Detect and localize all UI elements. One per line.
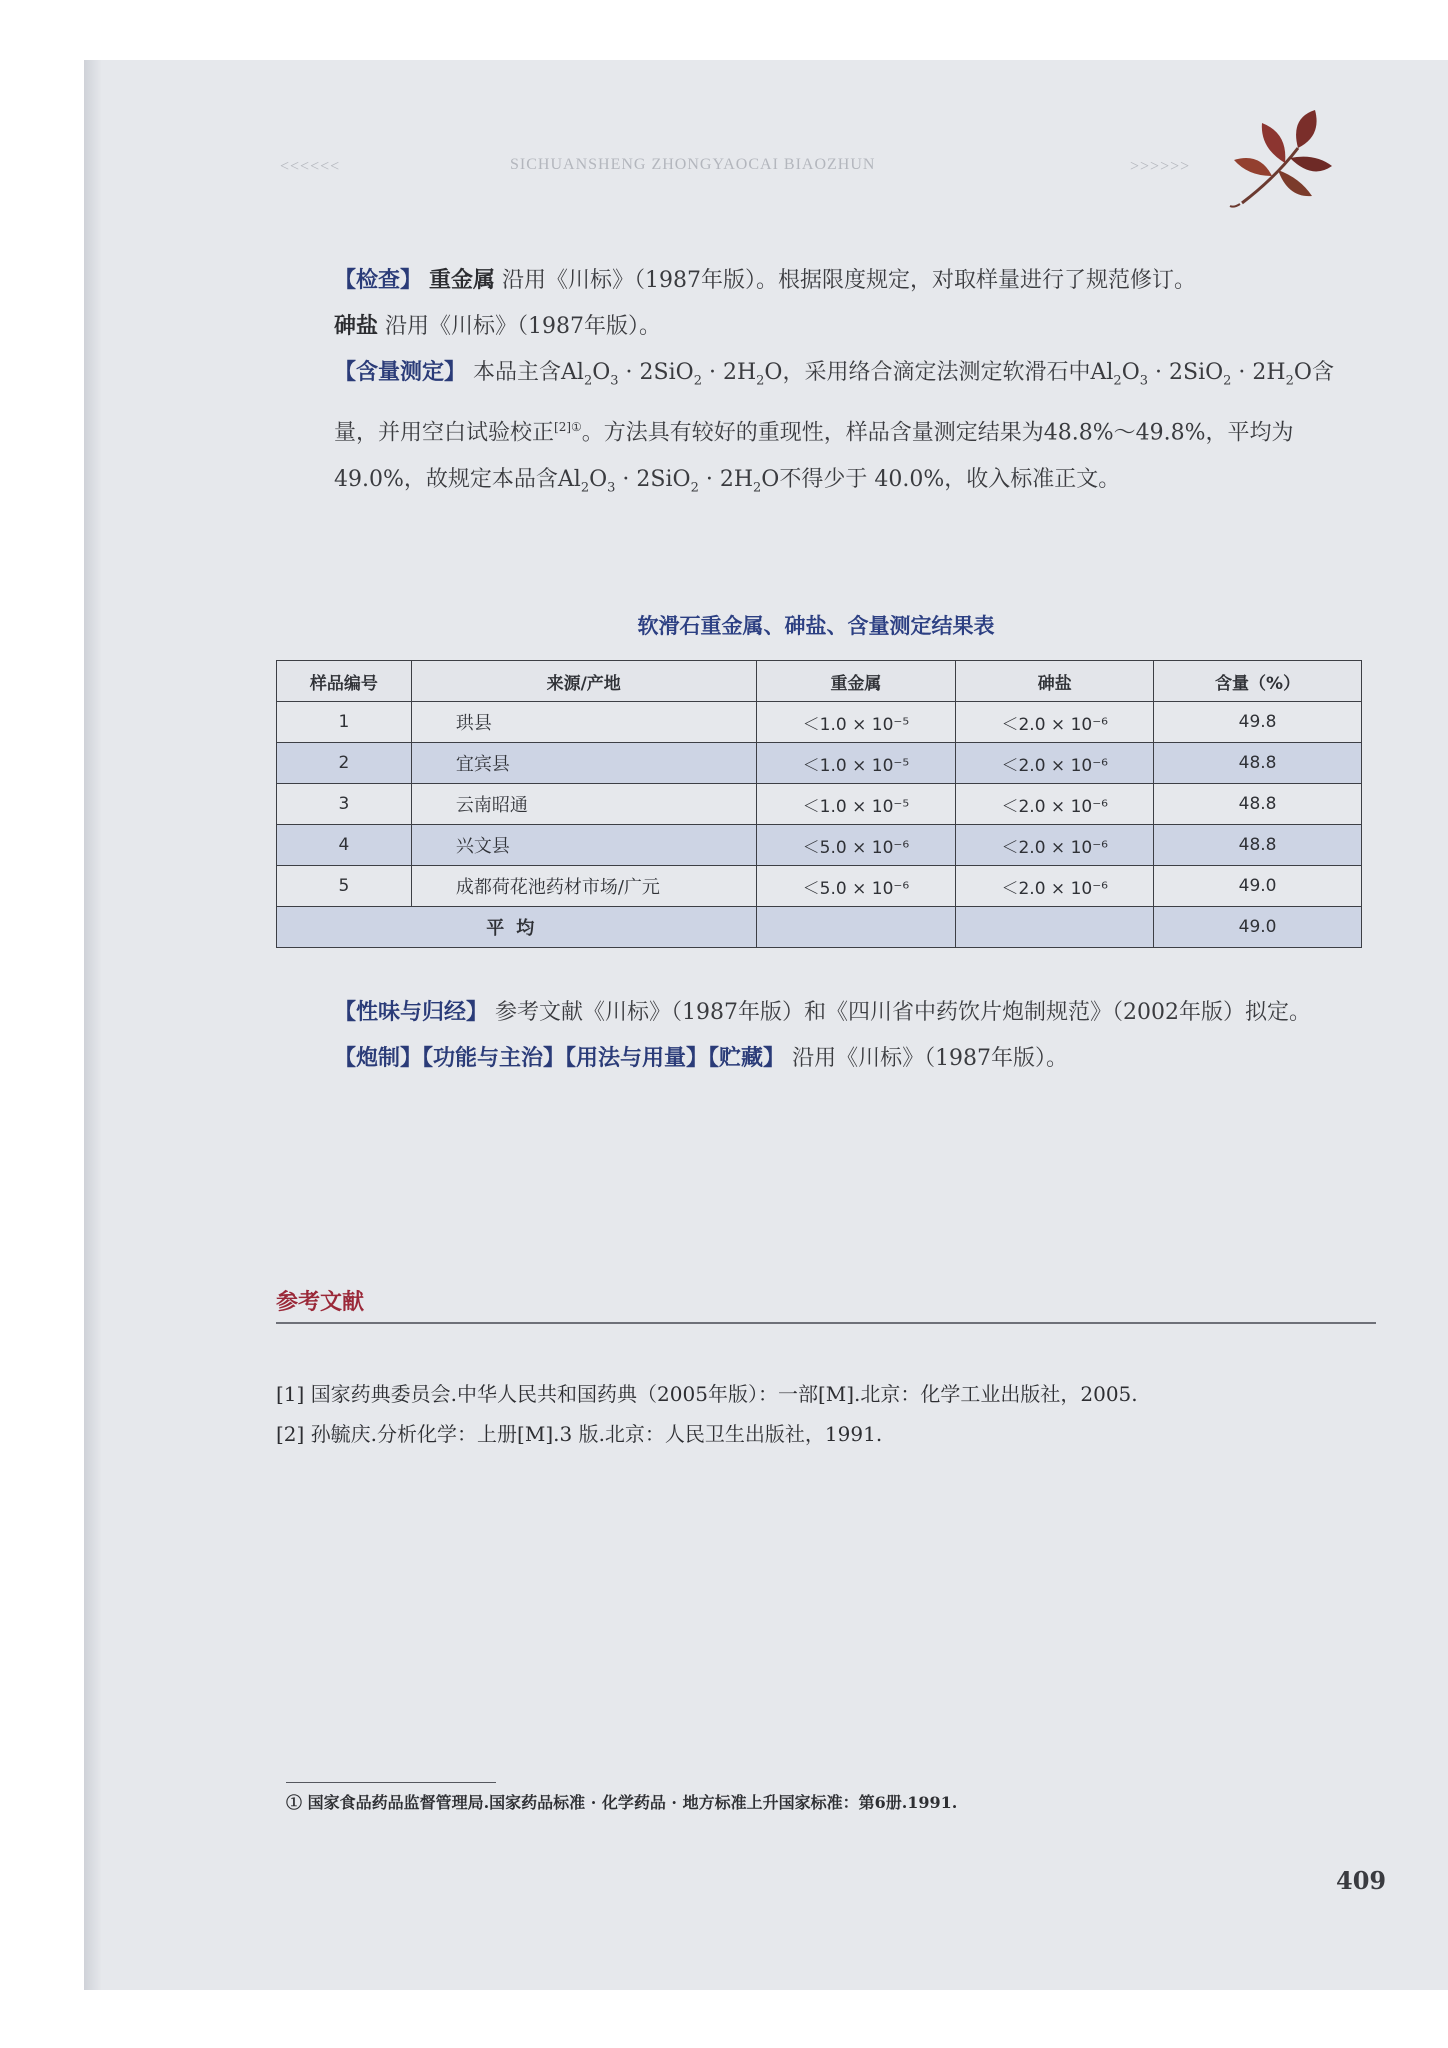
assay-text-b: ，采用络合滴定法测定软滑石中	[782, 360, 1091, 385]
table-title: 软滑石重金属、砷盐、含量测定结果表	[637, 613, 995, 638]
cell-average-empty	[756, 907, 956, 948]
cell-arsenic: ＜2.0 × 10⁻⁶	[956, 743, 1154, 784]
cell-no: 1	[277, 702, 412, 743]
assay-label: 【含量测定】	[334, 360, 467, 385]
storage-label: 【贮藏】	[708, 1046, 786, 1071]
cell-average-empty	[956, 907, 1154, 948]
assay-text-c: 含量，并用空白试验校正	[334, 360, 1334, 446]
cell-source: 兴文县	[411, 825, 756, 866]
table-row	[277, 784, 1362, 825]
reference-item: [1] 国家药典委员会.中华人民共和国药典（2005年版）：一部[M].北京：化学工业出版社，2005.	[276, 1382, 1138, 1406]
heavy-metal-text: 沿用《川标》（1987年版）。根据限度规定，对取样量进行了规范修订。	[502, 268, 1197, 293]
running-header	[200, 150, 1280, 190]
table-row	[277, 866, 1362, 907]
references-list	[276, 1374, 1376, 1454]
cell-source: 云南昭通	[411, 784, 756, 825]
table-row	[277, 743, 1362, 784]
cell-metal: ＜1.0 × 10⁻⁵	[756, 784, 956, 825]
header-content: 含量（%）	[1154, 661, 1362, 702]
arsenic-text: 沿用《川标》（1987年版）。	[385, 314, 662, 339]
cell-no: 4	[277, 825, 412, 866]
table-average-row	[277, 907, 1362, 948]
assay-text-d: 。方法具有较好的重现性，样品含量测定结果为48.8%～49.8%，平均为 49.0%，故规定本品含	[334, 420, 1294, 492]
cell-no: 2	[277, 743, 412, 784]
header-source: 来源/产地	[411, 661, 756, 702]
nature-text: 参考文献《川标》（1987年版）和《四川省中药饮片炮制规范》（2002年版）拟定。	[495, 1000, 1311, 1025]
cell-metal: ＜1.0 × 10⁻⁵	[756, 743, 956, 784]
cell-content: 48.8	[1154, 784, 1362, 825]
header-sample-no: 样品编号	[277, 661, 412, 702]
cell-no: 5	[277, 866, 412, 907]
nature-label: 【性味与归经】	[334, 1000, 489, 1025]
usage-label: 【用法与用量】	[565, 1046, 709, 1071]
cell-source: 宜宾县	[411, 743, 756, 784]
results-table	[276, 660, 1362, 948]
cell-metal: ＜5.0 × 10⁻⁶	[756, 866, 956, 907]
table-header-row	[277, 661, 1362, 702]
references-rule	[276, 1322, 1376, 1324]
heavy-metal-term: 重金属	[429, 268, 496, 293]
cell-metal: ＜5.0 × 10⁻⁶	[756, 825, 956, 866]
check-paragraph: 【检查】 重金属 沿用《川标》（1987年版）。根据限度规定，对取样量进行了规范修订。 砷盐 沿用《川标》（1987年版）。 【含量测定】 本品主含$Al_2O_3 \cdot 2SiO_2 \cdot 2H_2O$，采用络合滴定法测定软滑石中$Al_2O_3 \cdot 2SiO_2 \cdot 2H_2O$含量，并用空白试验校正$^{[2]①}$。方法具有较好的重现性，样品含量测定结果为48.8%～49.8%，平均为 49.0%，故规定本品含$Al_2O_3 \cdot 2SiO_2 \cdot 2H_2O$不得少于 40.0%，收入标准正文。	[334, 268, 1334, 496]
cell-average-label: 平均	[277, 907, 757, 948]
cell-arsenic: ＜2.0 × 10⁻⁶	[956, 784, 1154, 825]
assay-text-e: 不得少于 40.0%，收入标准正文。	[779, 466, 1121, 492]
cell-source: 珙县	[411, 702, 756, 743]
cell-content: 48.8	[1154, 825, 1362, 866]
processing-label: 【炮制】	[334, 1046, 423, 1071]
cell-arsenic: ＜2.0 × 10⁻⁶	[956, 866, 1154, 907]
cell-arsenic: ＜2.0 × 10⁻⁶	[956, 825, 1154, 866]
header-heavy-metal: 重金属	[756, 661, 956, 702]
leaf-ornament-icon	[1220, 108, 1340, 213]
cell-content: 49.0	[1154, 866, 1362, 907]
header-right-marks: >>>>>>	[1130, 158, 1191, 175]
cell-content: 48.8	[1154, 743, 1362, 784]
cell-content: 49.8	[1154, 702, 1362, 743]
assay-ref-mark: [2]①	[554, 420, 582, 435]
cell-no: 3	[277, 784, 412, 825]
assay-text-a: 本品主含Al	[473, 360, 584, 385]
footnote: ① 国家食品药品监督管理局.国家药品标准 · 化学药品 · 地方标准上升国家标准：第6册.1991.	[286, 1793, 958, 1812]
cell-arsenic: ＜2.0 × 10⁻⁶	[956, 702, 1154, 743]
table-row	[277, 702, 1362, 743]
references-heading: 参考文献	[276, 1290, 365, 1315]
function-label: 【功能与主治】	[422, 1046, 566, 1071]
check-label: 【检查】	[334, 268, 423, 293]
header-left-marks: <<<<<<	[280, 158, 341, 175]
nature-paragraph	[276, 990, 1356, 1082]
header-title: SICHUANSHENG ZHONGYAOCAI BIAOZHUN	[510, 156, 876, 173]
table-row	[277, 825, 1362, 866]
footnote-rule	[286, 1782, 496, 1783]
page-number: 409	[1336, 1866, 1387, 1895]
arsenic-term: 砷盐	[334, 314, 379, 339]
cell-average-value: 49.0	[1154, 907, 1362, 948]
reference-item: [2] 孙毓庆.分析化学：上册[M].3 版.北京：人民卫生出版社，1991.	[276, 1422, 883, 1446]
processing-text: 沿用《川标》（1987年版）。	[792, 1046, 1069, 1071]
cell-metal: ＜1.0 × 10⁻⁵	[756, 702, 956, 743]
header-arsenic: 砷盐	[956, 661, 1154, 702]
cell-source: 成都荷花池药材市场/广元	[411, 866, 756, 907]
